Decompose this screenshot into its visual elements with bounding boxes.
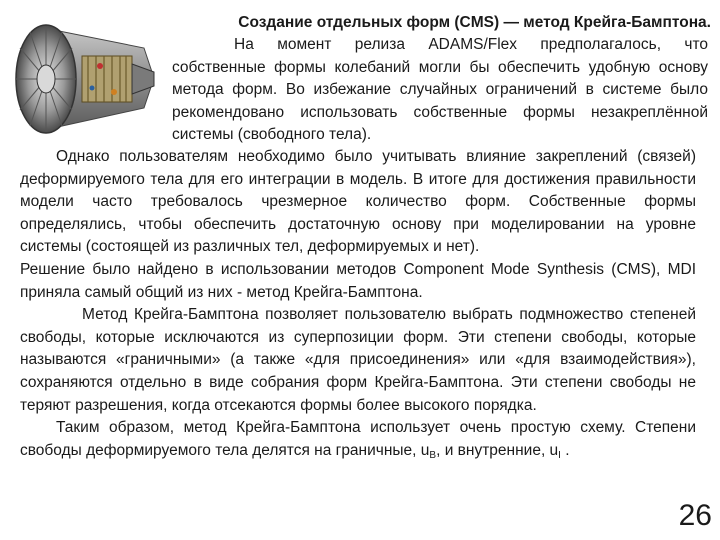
intro-paragraph — [172, 34, 708, 147]
intro-text: На момент релиза ADAMS/Flex предполагалось, что собственные формы колебаний могли бы обеспечить удобную основу метода форм. Во избежание случайных ограничений в системе было рекомендовано использовать собственные формы незакреплённой системы (свободного тела). — [172, 36, 708, 143]
subscript-b: B — [429, 449, 437, 461]
turbofan-engine-icon — [4, 8, 164, 148]
body-text — [20, 146, 696, 467]
page-number: 26 — [678, 499, 712, 532]
paragraph-3: Метод Крейга-Бамптона позволяет пользователю выбрать подмножество степеней свободы, которые исключаются из суперпозиции форм. Эти степени свободы, которые называются «граничными» (а также «для присоединения» или «для взаимодействия»), сохраняются отдельно в виде собрания форм Крейга-Бамптона. Эти степени свободы не теряют разрешения, когда отсекаются формы более высокого порядка. — [20, 306, 696, 414]
slide-title: Создание отдельных форм (CMS) — метод Крейга-Бамптона. — [238, 14, 711, 31]
paragraph-4-text-a: Таким образом, метод Крейга-Бамптона использует очень простую схему. Степени свободы деформируемого тела делятся на граничные, u — [20, 419, 696, 459]
paragraph-2: Решение было найдено в использовании методов Component Mode Synthesis (CMS), MDI приняла самый общий из них - метод Крейга-Бамптона. — [20, 260, 696, 301]
paragraph-4-text-c: . — [560, 441, 570, 459]
paragraph-4 — [20, 417, 696, 467]
paragraph-4-text-b: , и внутренние, u — [436, 441, 559, 459]
subscript-i: I — [558, 449, 561, 461]
paragraph-1: Однако пользователям необходимо было учитывать влияние закреплений (связей) деформируемого тела для его интеграции в модель. В итоге для достижения правильности модели часто требовалось чрезмерное количество форм. Собственные формы определялись, чтобы обеспечить достаточную основу при моделировании на уровне системы (состоящей из различных тел, деформируемых и нет). — [20, 148, 696, 256]
